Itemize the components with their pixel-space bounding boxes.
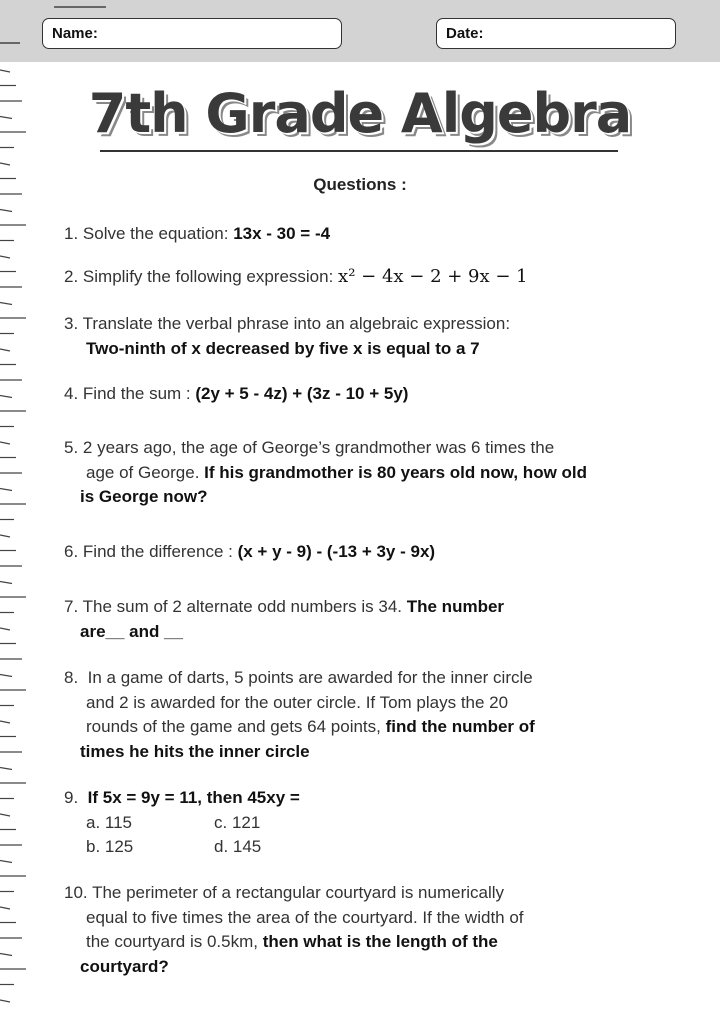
question-bold-line-3: is George now? [80, 487, 208, 506]
question-bold-line-2: If his grandmother is 80 years old now, how old [204, 462, 588, 482]
question-7 [64, 595, 504, 644]
question-text: Translate the verbal phrase into an algebraic expression: [82, 314, 511, 333]
margin-tick [0, 768, 12, 770]
question-text: Simplify the following expression: [82, 267, 339, 286]
margin-tick [0, 814, 10, 816]
margin-tick [0, 535, 10, 537]
title-underline [100, 150, 618, 152]
question-number: 5. [64, 438, 79, 457]
decorative-line [0, 42, 20, 44]
question-expression: x² − 4x − 2 + 9x − 1 [338, 266, 528, 287]
question-1 [64, 222, 330, 247]
margin-tick [0, 907, 10, 909]
margin-tick [0, 163, 10, 165]
question-8 [64, 666, 535, 764]
question-text-line-2: age of George. [86, 462, 205, 482]
margin-tick [0, 396, 12, 398]
question-number: 4. [64, 384, 79, 403]
question-text-line-1: The perimeter of a rectangular courtyard is numerically [92, 883, 505, 902]
question-text-line-3: the courtyard is 0.5km, [86, 932, 263, 951]
question-9 [64, 786, 342, 860]
date-field[interactable] [436, 18, 676, 49]
margin-tick [0, 861, 12, 863]
question-6 [64, 540, 435, 565]
question-bold: The number [406, 597, 505, 616]
question-2 [64, 265, 528, 290]
question-3 [64, 312, 510, 361]
margin-tick [0, 628, 10, 630]
option-d: d. 145 [214, 837, 262, 856]
option-a: a. 115 [86, 812, 133, 832]
margin-tick [0, 210, 12, 212]
question-text-line-2: and 2 is awarded for the outer circle. If Tom plays the 20 [86, 692, 509, 712]
question-number: 3. [64, 314, 79, 333]
question-number: 7. [64, 597, 79, 616]
margin-tick-marks [0, 62, 34, 1016]
page-title: 7th Grade Algebra [88, 82, 632, 145]
question-number: 10. [64, 883, 88, 902]
margin-tick [0, 442, 10, 444]
question-number: 8. [64, 668, 79, 687]
question-10 [64, 881, 524, 979]
margin-tick [0, 256, 10, 258]
question-number: 6. [64, 542, 79, 561]
question-5 [64, 436, 587, 510]
question-text: The sum of 2 alternate odd numbers is 34. [82, 597, 407, 616]
name-label: Name: [52, 25, 98, 42]
margin-tick [0, 349, 10, 351]
margin-tick [0, 1000, 10, 1002]
margin-tick [0, 954, 12, 956]
name-field[interactable] [42, 18, 342, 49]
question-bold-line-3: then what is the length of the [262, 932, 498, 951]
margin-tick [0, 489, 12, 491]
question-number: 9. [64, 788, 79, 807]
margin-tick [0, 582, 12, 584]
question-text-line-1: 2 years ago, the age of George’s grandmother was 6 times the [82, 438, 555, 457]
question-number: 1. [64, 224, 79, 243]
question-bold-line-3: find the number of [385, 717, 535, 736]
question-expression: (2y + 5 - 4z) + (3z - 10 + 5y) [195, 384, 409, 403]
question-text: Solve the equation: [82, 224, 234, 243]
question-text-line-2: equal to five times the area of the courtyard. If the width of [86, 907, 524, 927]
option-c: c. 121 [214, 812, 261, 832]
margin-tick [0, 70, 10, 72]
decorative-line [54, 6, 106, 8]
header-bar [0, 0, 720, 62]
question-equation: 13x - 30 = -4 [233, 224, 331, 243]
question-blanks: are__ and __ [80, 621, 184, 641]
margin-tick [0, 721, 10, 723]
question-expression: (x + y - 9) - (-13 + 3y - 9x) [237, 542, 436, 561]
option-b: b. 125 [86, 837, 134, 856]
question-bold-line-4: times he hits the inner circle [80, 741, 310, 761]
question-text: Find the sum : [82, 384, 196, 403]
question-bold-line-4: courtyard? [80, 956, 169, 976]
question-text-line-1: In a game of darts, 5 points are awarded for the inner circle [87, 668, 533, 687]
margin-tick [0, 303, 12, 305]
question-text: Find the difference : [82, 542, 238, 561]
binding-margin-marks [0, 62, 34, 1016]
question-4 [64, 382, 408, 407]
question-number: 2. [64, 267, 79, 286]
margin-tick [0, 675, 12, 677]
date-label: Date: [446, 25, 484, 42]
question-text-line-3: rounds of the game and gets 64 points, [86, 717, 386, 736]
question-equation: If 5x = 9y = 11, then 45xy = [87, 788, 300, 807]
questions-heading: Questions : [313, 175, 407, 194]
question-phrase: Two-ninth of x decreased by five x is equal to a 7 [86, 338, 480, 358]
